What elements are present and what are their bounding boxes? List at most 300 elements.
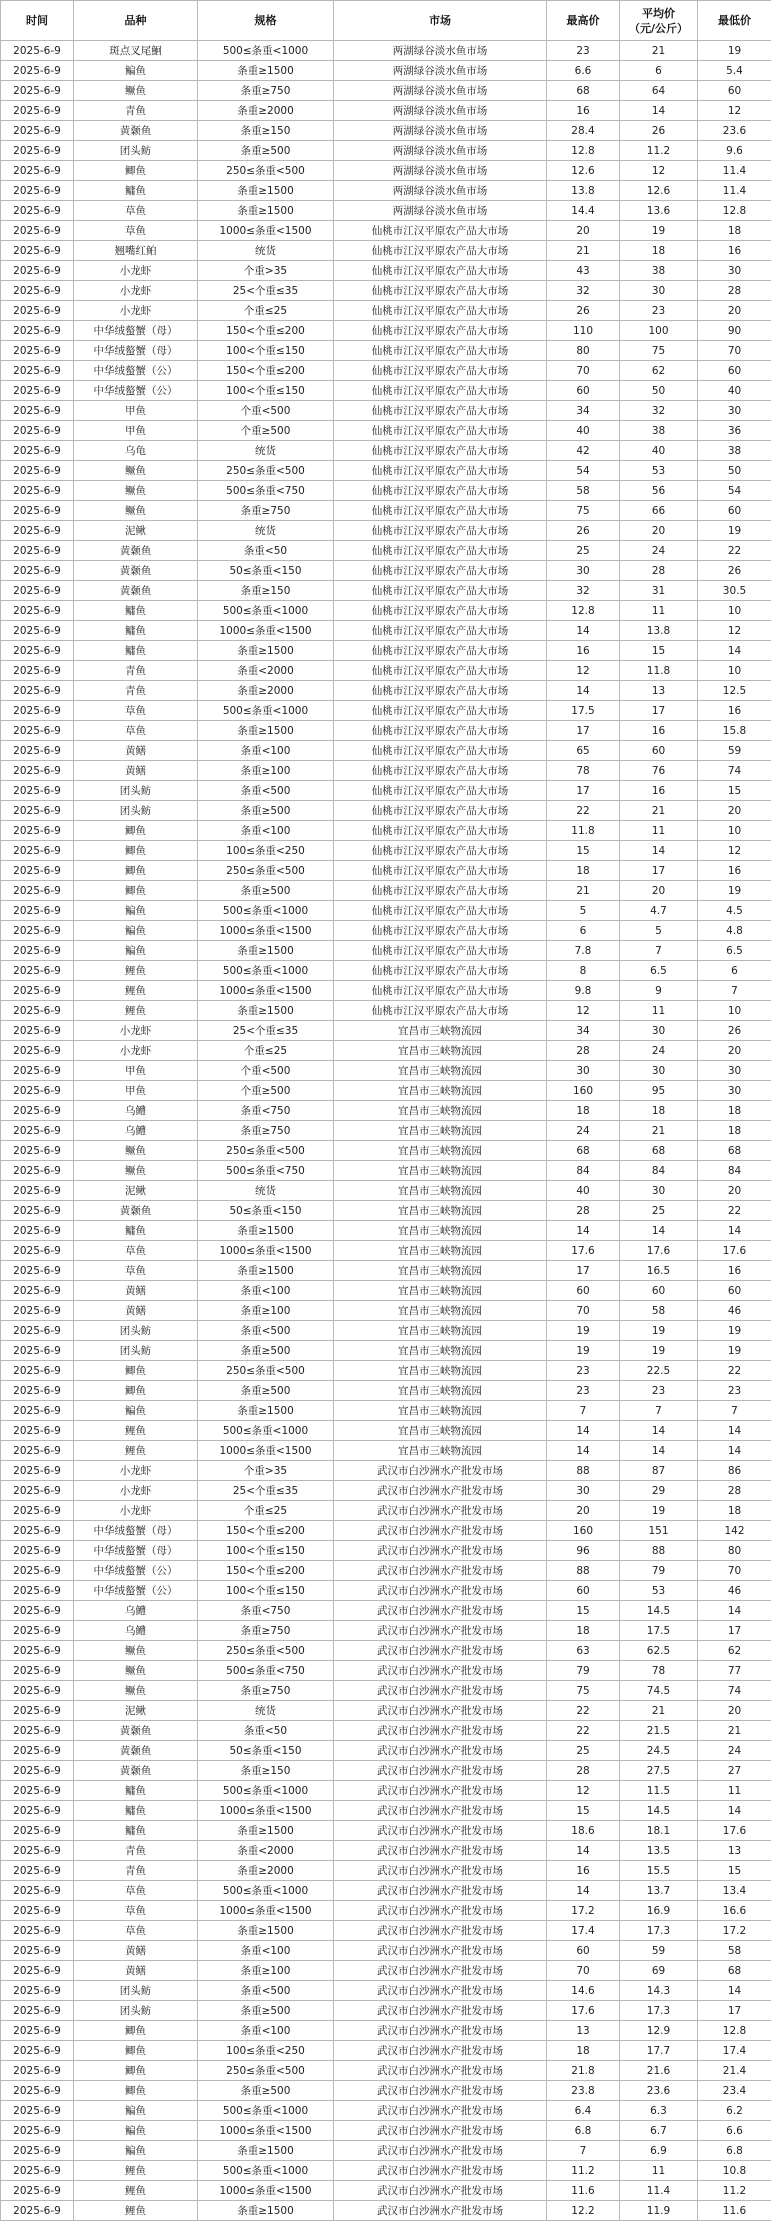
cell-spec: 100≤条重<250 — [198, 2041, 334, 2061]
cell-high: 16 — [547, 101, 620, 121]
cell-market: 宜昌市三峡物流园 — [334, 1201, 547, 1221]
cell-market: 仙桃市江汉平原农产品大市场 — [334, 921, 547, 941]
table-row — [1, 261, 771, 281]
cell-date: 2025-6-9 — [1, 1981, 74, 2001]
cell-variety: 甲鱼 — [74, 421, 198, 441]
table-row — [1, 581, 771, 601]
cell-spec: 个重≤25 — [198, 1501, 334, 1521]
cell-high: 9.8 — [547, 981, 620, 1001]
cell-avg: 60 — [620, 741, 698, 761]
cell-date: 2025-6-9 — [1, 1721, 74, 1741]
cell-variety: 小龙虾 — [74, 281, 198, 301]
cell-date: 2025-6-9 — [1, 1001, 74, 1021]
cell-date: 2025-6-9 — [1, 2021, 74, 2041]
cell-date: 2025-6-9 — [1, 1941, 74, 1961]
cell-low: 46 — [698, 1581, 771, 1601]
cell-variety: 青鱼 — [74, 101, 198, 121]
cell-date: 2025-6-9 — [1, 821, 74, 841]
cell-variety: 鳊鱼 — [74, 2141, 198, 2161]
cell-spec: 1000≤条重<1500 — [198, 1901, 334, 1921]
cell-variety: 青鱼 — [74, 681, 198, 701]
cell-low: 10 — [698, 821, 771, 841]
cell-market: 武汉市白沙洲水产批发市场 — [334, 2161, 547, 2181]
cell-high: 21 — [547, 241, 620, 261]
cell-date: 2025-6-9 — [1, 1861, 74, 1881]
cell-low: 20 — [698, 301, 771, 321]
cell-variety: 泥鳅 — [74, 1701, 198, 1721]
table-row — [1, 641, 771, 661]
cell-date: 2025-6-9 — [1, 1101, 74, 1121]
table-row — [1, 1601, 771, 1621]
cell-date: 2025-6-9 — [1, 141, 74, 161]
cell-spec: 统货 — [198, 521, 334, 541]
cell-variety: 鳊鱼 — [74, 2101, 198, 2121]
table-row — [1, 61, 771, 81]
cell-high: 75 — [547, 1681, 620, 1701]
cell-date: 2025-6-9 — [1, 901, 74, 921]
cell-spec: 条重≥150 — [198, 121, 334, 141]
cell-low: 19 — [698, 1341, 771, 1361]
cell-market: 仙桃市江汉平原农产品大市场 — [334, 361, 547, 381]
cell-high: 54 — [547, 461, 620, 481]
table-row — [1, 1001, 771, 1021]
cell-high: 84 — [547, 1161, 620, 1181]
table-row — [1, 1481, 771, 1501]
cell-date: 2025-6-9 — [1, 101, 74, 121]
cell-avg: 4.7 — [620, 901, 698, 921]
table-row — [1, 1721, 771, 1741]
cell-spec: 条重≥500 — [198, 1341, 334, 1361]
cell-high: 14 — [547, 681, 620, 701]
cell-spec: 条重≥1500 — [198, 941, 334, 961]
cell-spec: 统货 — [198, 441, 334, 461]
cell-high: 96 — [547, 1541, 620, 1561]
cell-date: 2025-6-9 — [1, 581, 74, 601]
cell-low: 12 — [698, 841, 771, 861]
cell-low: 30 — [698, 1061, 771, 1081]
cell-avg: 7 — [620, 1401, 698, 1421]
cell-variety: 小龙虾 — [74, 1481, 198, 1501]
cell-high: 70 — [547, 1961, 620, 1981]
table-row — [1, 801, 771, 821]
cell-spec: 500≤条重<1000 — [198, 41, 334, 61]
cell-high: 23 — [547, 1381, 620, 1401]
table-row — [1, 501, 771, 521]
cell-variety: 鲫鱼 — [74, 2021, 198, 2041]
table-row — [1, 2141, 771, 2161]
table-row — [1, 1041, 771, 1061]
cell-spec: 50≤条重<150 — [198, 1741, 334, 1761]
cell-spec: 25<个重≤35 — [198, 1021, 334, 1041]
cell-market: 仙桃市江汉平原农产品大市场 — [334, 381, 547, 401]
cell-variety: 甲鱼 — [74, 1081, 198, 1101]
cell-variety: 黄颡鱼 — [74, 1721, 198, 1741]
table-row — [1, 1401, 771, 1421]
cell-date: 2025-6-9 — [1, 81, 74, 101]
cell-spec: 个重>35 — [198, 1461, 334, 1481]
cell-market: 武汉市白沙洲水产批发市场 — [334, 2101, 547, 2121]
cell-high: 17.5 — [547, 701, 620, 721]
cell-market: 宜昌市三峡物流园 — [334, 1041, 547, 1061]
cell-avg: 11.8 — [620, 661, 698, 681]
cell-spec: 统货 — [198, 1701, 334, 1721]
cell-spec: 条重≥100 — [198, 761, 334, 781]
cell-avg: 13 — [620, 681, 698, 701]
table-row — [1, 1921, 771, 1941]
cell-low: 26 — [698, 1021, 771, 1041]
cell-market: 宜昌市三峡物流园 — [334, 1161, 547, 1181]
cell-variety: 鳜鱼 — [74, 81, 198, 101]
cell-market: 仙桃市江汉平原农产品大市场 — [334, 301, 547, 321]
cell-low: 11.4 — [698, 161, 771, 181]
cell-spec: 100<个重≤150 — [198, 1541, 334, 1561]
cell-low: 6.5 — [698, 941, 771, 961]
cell-avg: 29 — [620, 1481, 698, 1501]
cell-low: 23 — [698, 1381, 771, 1401]
cell-variety: 中华绒螯蟹（公） — [74, 1561, 198, 1581]
cell-avg: 21.5 — [620, 1721, 698, 1741]
cell-spec: 条重≥750 — [198, 501, 334, 521]
cell-market: 宜昌市三峡物流园 — [334, 1381, 547, 1401]
cell-low: 22 — [698, 541, 771, 561]
cell-market: 武汉市白沙洲水产批发市场 — [334, 2021, 547, 2041]
cell-spec: 25<个重≤35 — [198, 281, 334, 301]
cell-market: 武汉市白沙洲水产批发市场 — [334, 2001, 547, 2021]
cell-date: 2025-6-9 — [1, 2121, 74, 2141]
cell-spec: 1000≤条重<1500 — [198, 621, 334, 641]
cell-low: 77 — [698, 1661, 771, 1681]
cell-date: 2025-6-9 — [1, 1601, 74, 1621]
cell-variety: 鲤鱼 — [74, 2161, 198, 2181]
cell-avg: 21 — [620, 1701, 698, 1721]
cell-low: 6.2 — [698, 2101, 771, 2121]
cell-market: 两湖绿谷淡水鱼市场 — [334, 81, 547, 101]
cell-spec: 条重≥100 — [198, 1961, 334, 1981]
cell-high: 16 — [547, 641, 620, 661]
cell-variety: 鳙鱼 — [74, 1221, 198, 1241]
cell-date: 2025-6-9 — [1, 1081, 74, 1101]
cell-variety: 乌鳢 — [74, 1121, 198, 1141]
cell-high: 23 — [547, 41, 620, 61]
cell-date: 2025-6-9 — [1, 1341, 74, 1361]
cell-spec: 1000≤条重<1500 — [198, 1801, 334, 1821]
cell-market: 武汉市白沙洲水产批发市场 — [334, 1581, 547, 1601]
cell-avg: 26 — [620, 121, 698, 141]
cell-spec: 500≤条重<1000 — [198, 1781, 334, 1801]
cell-date: 2025-6-9 — [1, 1481, 74, 1501]
table-row — [1, 1221, 771, 1241]
cell-date: 2025-6-9 — [1, 241, 74, 261]
cell-variety: 鲫鱼 — [74, 2061, 198, 2081]
cell-spec: 150<个重≤200 — [198, 321, 334, 341]
cell-spec: 100<个重≤150 — [198, 381, 334, 401]
cell-date: 2025-6-9 — [1, 1061, 74, 1081]
cell-spec: 条重≥1500 — [198, 1261, 334, 1281]
cell-low: 14 — [698, 641, 771, 661]
cell-avg: 7 — [620, 941, 698, 961]
cell-high: 30 — [547, 1481, 620, 1501]
cell-high: 34 — [547, 401, 620, 421]
table-row — [1, 881, 771, 901]
cell-high: 25 — [547, 541, 620, 561]
cell-spec: 条重<100 — [198, 821, 334, 841]
cell-avg: 17.7 — [620, 2041, 698, 2061]
cell-variety: 鲫鱼 — [74, 1381, 198, 1401]
cell-avg: 78 — [620, 1661, 698, 1681]
cell-market: 武汉市白沙洲水产批发市场 — [334, 1921, 547, 1941]
cell-spec: 条重≥500 — [198, 881, 334, 901]
cell-spec: 1000≤条重<1500 — [198, 2121, 334, 2141]
table-row — [1, 181, 771, 201]
cell-date: 2025-6-9 — [1, 861, 74, 881]
table-row — [1, 2061, 771, 2081]
table-row — [1, 1121, 771, 1141]
table-row — [1, 401, 771, 421]
cell-variety: 鳜鱼 — [74, 1681, 198, 1701]
cell-low: 60 — [698, 81, 771, 101]
cell-low: 4.5 — [698, 901, 771, 921]
cell-market: 仙桃市江汉平原农产品大市场 — [334, 261, 547, 281]
cell-variety: 中华绒螯蟹（母） — [74, 1541, 198, 1561]
cell-variety: 中华绒螯蟹（母） — [74, 321, 198, 341]
cell-low: 30.5 — [698, 581, 771, 601]
cell-high: 30 — [547, 561, 620, 581]
cell-high: 17 — [547, 721, 620, 741]
cell-avg: 12.9 — [620, 2021, 698, 2041]
cell-avg: 38 — [620, 261, 698, 281]
cell-market: 宜昌市三峡物流园 — [334, 1441, 547, 1461]
cell-variety: 团头鲂 — [74, 1341, 198, 1361]
cell-avg: 11 — [620, 821, 698, 841]
cell-variety: 黄颡鱼 — [74, 1761, 198, 1781]
cell-high: 14 — [547, 1841, 620, 1861]
header-low: 最低价 — [698, 1, 771, 41]
cell-market: 仙桃市江汉平原农产品大市场 — [334, 321, 547, 341]
cell-low: 142 — [698, 1521, 771, 1541]
cell-high: 17.6 — [547, 2001, 620, 2021]
cell-date: 2025-6-9 — [1, 501, 74, 521]
cell-low: 18 — [698, 1501, 771, 1521]
cell-spec: 条重≥2000 — [198, 1861, 334, 1881]
cell-spec: 条重≥500 — [198, 141, 334, 161]
cell-spec: 条重≥1500 — [198, 1921, 334, 1941]
cell-date: 2025-6-9 — [1, 1901, 74, 1921]
cell-high: 17.2 — [547, 1901, 620, 1921]
cell-variety: 草鱼 — [74, 201, 198, 221]
cell-high: 12 — [547, 1781, 620, 1801]
cell-avg: 13.7 — [620, 1881, 698, 1901]
table-row — [1, 381, 771, 401]
cell-high: 70 — [547, 361, 620, 381]
cell-low: 6.8 — [698, 2141, 771, 2161]
cell-market: 仙桃市江汉平原农产品大市场 — [334, 421, 547, 441]
cell-market: 宜昌市三峡物流园 — [334, 1281, 547, 1301]
cell-variety: 甲鱼 — [74, 401, 198, 421]
cell-spec: 500≤条重<750 — [198, 1661, 334, 1681]
cell-variety: 中华绒螯蟹（公） — [74, 381, 198, 401]
cell-market: 宜昌市三峡物流园 — [334, 1101, 547, 1121]
table-row — [1, 1881, 771, 1901]
cell-variety: 泥鳅 — [74, 1181, 198, 1201]
cell-high: 15 — [547, 841, 620, 861]
cell-high: 20 — [547, 221, 620, 241]
cell-low: 50 — [698, 461, 771, 481]
cell-spec: 50≤条重<150 — [198, 1201, 334, 1221]
cell-market: 仙桃市江汉平原农产品大市场 — [334, 281, 547, 301]
cell-low: 20 — [698, 1041, 771, 1061]
table-row — [1, 2121, 771, 2141]
cell-high: 58 — [547, 481, 620, 501]
cell-spec: 1000≤条重<1500 — [198, 221, 334, 241]
cell-date: 2025-6-9 — [1, 921, 74, 941]
table-row — [1, 1801, 771, 1821]
table-row — [1, 1621, 771, 1641]
cell-high: 34 — [547, 1021, 620, 1041]
cell-avg: 15.5 — [620, 1861, 698, 1881]
cell-date: 2025-6-9 — [1, 1521, 74, 1541]
cell-variety: 草鱼 — [74, 1261, 198, 1281]
cell-avg: 17.3 — [620, 1921, 698, 1941]
cell-market: 宜昌市三峡物流园 — [334, 1241, 547, 1261]
cell-spec: 条重≥1500 — [198, 721, 334, 741]
cell-date: 2025-6-9 — [1, 1361, 74, 1381]
cell-low: 74 — [698, 761, 771, 781]
cell-high: 21.8 — [547, 2061, 620, 2081]
cell-low: 46 — [698, 1301, 771, 1321]
cell-spec: 条重<750 — [198, 1101, 334, 1121]
cell-market: 仙桃市江汉平原农产品大市场 — [334, 501, 547, 521]
cell-avg: 9 — [620, 981, 698, 1001]
cell-avg: 30 — [620, 1021, 698, 1041]
cell-spec: 条重≥1500 — [198, 641, 334, 661]
cell-date: 2025-6-9 — [1, 781, 74, 801]
cell-spec: 100<个重≤150 — [198, 341, 334, 361]
cell-market: 武汉市白沙洲水产批发市场 — [334, 2061, 547, 2081]
cell-date: 2025-6-9 — [1, 701, 74, 721]
cell-spec: 条重<500 — [198, 781, 334, 801]
cell-market: 仙桃市江汉平原农产品大市场 — [334, 901, 547, 921]
cell-spec: 条重≥2000 — [198, 681, 334, 701]
cell-high: 88 — [547, 1561, 620, 1581]
cell-high: 42 — [547, 441, 620, 461]
cell-spec: 条重≥750 — [198, 1621, 334, 1641]
cell-low: 70 — [698, 341, 771, 361]
cell-variety: 中华绒螯蟹（母） — [74, 341, 198, 361]
cell-date: 2025-6-9 — [1, 1821, 74, 1841]
cell-low: 54 — [698, 481, 771, 501]
cell-low: 20 — [698, 1701, 771, 1721]
cell-variety: 青鱼 — [74, 1841, 198, 1861]
cell-high: 25 — [547, 1741, 620, 1761]
cell-low: 18 — [698, 1121, 771, 1141]
cell-low: 14 — [698, 1801, 771, 1821]
cell-spec: 个重≥500 — [198, 1081, 334, 1101]
table-row — [1, 901, 771, 921]
cell-market: 宜昌市三峡物流园 — [334, 1081, 547, 1101]
table-row — [1, 941, 771, 961]
cell-high: 11.8 — [547, 821, 620, 841]
cell-low: 23.6 — [698, 121, 771, 141]
cell-date: 2025-6-9 — [1, 621, 74, 641]
cell-variety: 黄鳝 — [74, 1961, 198, 1981]
cell-spec: 条重≥1500 — [198, 1401, 334, 1421]
cell-avg: 11.5 — [620, 1781, 698, 1801]
cell-low: 15 — [698, 781, 771, 801]
cell-date: 2025-6-9 — [1, 1501, 74, 1521]
table-row — [1, 701, 771, 721]
cell-high: 14 — [547, 621, 620, 641]
table-row — [1, 921, 771, 941]
cell-market: 两湖绿谷淡水鱼市场 — [334, 101, 547, 121]
cell-high: 12.8 — [547, 141, 620, 161]
table-row — [1, 1581, 771, 1601]
cell-low: 60 — [698, 1281, 771, 1301]
cell-avg: 20 — [620, 881, 698, 901]
cell-variety: 团头鲂 — [74, 801, 198, 821]
table-row — [1, 1301, 771, 1321]
cell-date: 2025-6-9 — [1, 181, 74, 201]
cell-variety: 斑点叉尾鮰 — [74, 41, 198, 61]
cell-avg: 21 — [620, 1121, 698, 1141]
cell-date: 2025-6-9 — [1, 301, 74, 321]
cell-market: 武汉市白沙洲水产批发市场 — [334, 1501, 547, 1521]
cell-avg: 25 — [620, 1201, 698, 1221]
table-row — [1, 301, 771, 321]
cell-spec: 条重≥500 — [198, 2081, 334, 2101]
cell-date: 2025-6-9 — [1, 1261, 74, 1281]
cell-high: 60 — [547, 381, 620, 401]
cell-variety: 鲤鱼 — [74, 1421, 198, 1441]
cell-low: 6 — [698, 961, 771, 981]
cell-avg: 66 — [620, 501, 698, 521]
cell-spec: 条重≥750 — [198, 1121, 334, 1141]
table-row — [1, 361, 771, 381]
cell-spec: 条重≥750 — [198, 1681, 334, 1701]
cell-variety: 小龙虾 — [74, 1041, 198, 1061]
cell-date: 2025-6-9 — [1, 1921, 74, 1941]
cell-market: 宜昌市三峡物流园 — [334, 1221, 547, 1241]
table-row — [1, 561, 771, 581]
cell-spec: 1000≤条重<1500 — [198, 1241, 334, 1261]
cell-variety: 鳊鱼 — [74, 61, 198, 81]
cell-date: 2025-6-9 — [1, 161, 74, 181]
table-row — [1, 121, 771, 141]
cell-date: 2025-6-9 — [1, 1401, 74, 1421]
cell-low: 5.4 — [698, 61, 771, 81]
cell-high: 17.4 — [547, 1921, 620, 1941]
table-row — [1, 1361, 771, 1381]
cell-high: 18 — [547, 861, 620, 881]
cell-market: 武汉市白沙洲水产批发市场 — [334, 1741, 547, 1761]
cell-avg: 18.1 — [620, 1821, 698, 1841]
cell-low: 11 — [698, 1781, 771, 1801]
cell-spec: 25<个重≤35 — [198, 1481, 334, 1501]
cell-high: 14 — [547, 1881, 620, 1901]
cell-date: 2025-6-9 — [1, 361, 74, 381]
cell-variety: 翘嘴红鲌 — [74, 241, 198, 261]
cell-market: 仙桃市江汉平原农产品大市场 — [334, 881, 547, 901]
cell-spec: 250≤条重<500 — [198, 161, 334, 181]
cell-market: 仙桃市江汉平原农产品大市场 — [334, 981, 547, 1001]
cell-market: 武汉市白沙洲水产批发市场 — [334, 1781, 547, 1801]
cell-spec: 条重≥750 — [198, 81, 334, 101]
table-row — [1, 221, 771, 241]
cell-variety: 鳜鱼 — [74, 1641, 198, 1661]
cell-variety: 鲫鱼 — [74, 161, 198, 181]
cell-avg: 28 — [620, 561, 698, 581]
table-row — [1, 1261, 771, 1281]
cell-date: 2025-6-9 — [1, 1541, 74, 1561]
